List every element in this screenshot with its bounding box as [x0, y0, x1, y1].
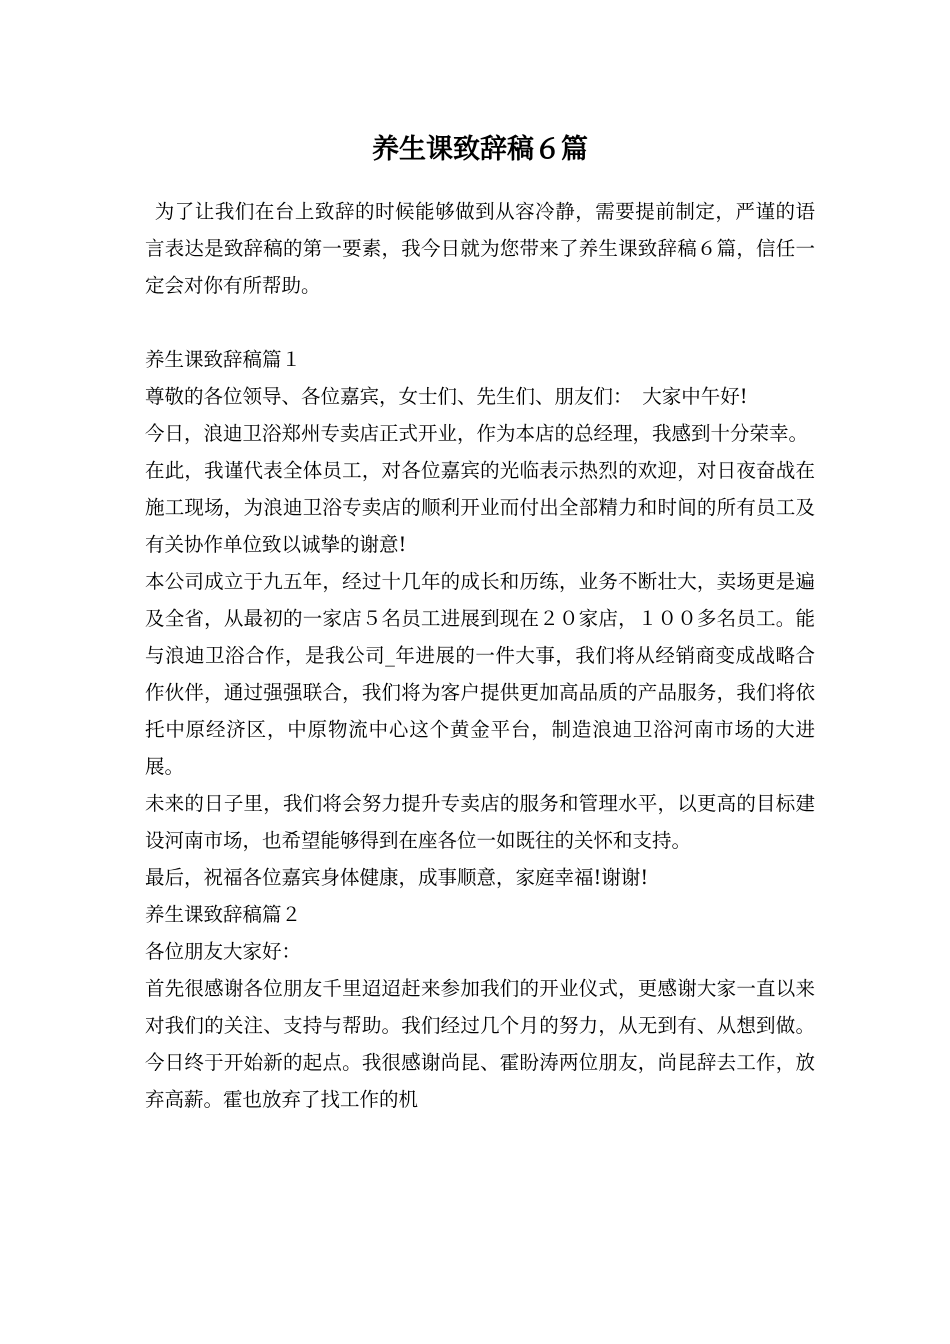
- section-heading-1: 养生课致辞稿篇１: [145, 348, 302, 371]
- paragraph: 在此，我谨代表全体员工，对各位嘉宾的光临表示热烈的欢迎，对日夜奋战在施工现场，为浪迪卫浴专卖店的顺利开业而付出全部精力和时间的所有员工及有关协作单位致以诚挚的谢意!: [145, 459, 815, 556]
- paragraph: 最后，祝福各位嘉宾身体健康，成事顺意，家庭幸福!谢谢!: [145, 866, 649, 889]
- document-title: 养生课致辞稿６篇: [372, 134, 588, 165]
- document-body: [145, 193, 815, 1118]
- paragraph: 各位朋友大家好：: [145, 940, 302, 963]
- paragraph: 首先很感谢各位朋友千里迢迢赶来参加我们的开业仪式，更感谢大家一直以来对我们的关注、支持与帮助。我们经过几个月的努力，从无到有、从想到做。今日终于开始新的起点。我很感谢尚昆、霍盼涛两位朋友，尚昆辞去工作，放弃高薪。霍也放弃了找工作的机: [145, 977, 815, 1111]
- paragraph: 未来的日子里，我们将会努力提升专卖店的服务和管理水平，以更高的目标建设河南市场，也希望能够得到在座各位一如既往的关怀和支持。: [145, 792, 815, 852]
- paragraph: 今日，浪迪卫浴郑州专卖店正式开业，作为本店的总经理，我感到十分荣幸。: [145, 422, 809, 445]
- paragraph: 本公司成立于九五年，经过十几年的成长和历练，业务不断壮大，卖场更是遍及全省，从最初的一家店５名员工进展到现在２０家店，１００多名员工。能与浪迪卫浴合作，是我公司_年进展的一件大事，我们将从经销商变成战略合作伙伴，通过强强联合，我们将为客户提供更加高品质的产品服务，我们将依托中原经济区，中原物流中心这个黄金平台，制造浪迪卫浴河南市场的大进展。: [145, 570, 815, 778]
- section-heading-2: 养生课致辞稿篇２: [145, 903, 302, 926]
- intro-paragraph: 为了让我们在台上致辞的时候能够做到从容冷静，需要提前制定，严谨的语言表达是致辞稿的第一要素，我今日就为您带来了养生课致辞稿６篇，信任一定会对你有所帮助。: [145, 200, 815, 297]
- paragraph: 尊敬的各位领导、各位嘉宾，女士们、先生们、朋友们： 大家中午好!: [145, 385, 748, 408]
